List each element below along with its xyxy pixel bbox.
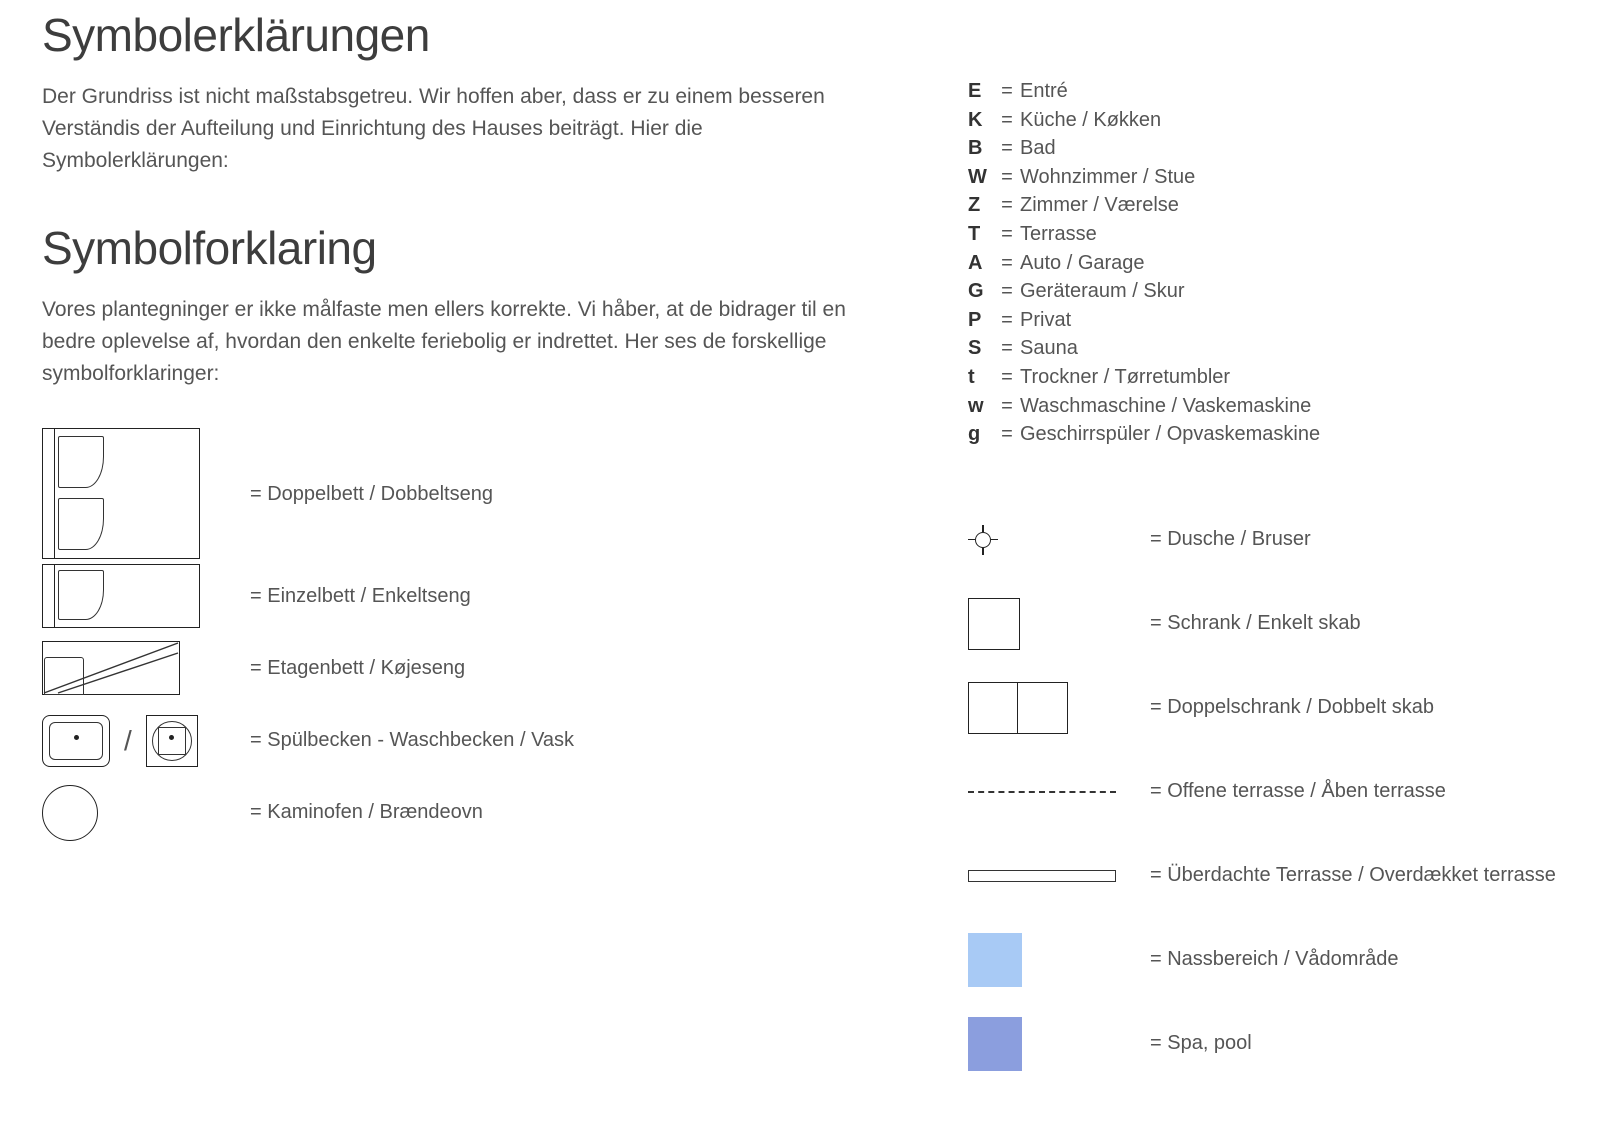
abbreviation-row xyxy=(968,252,1588,281)
legend-item-spa-pool xyxy=(968,1002,1588,1086)
abbreviation-row xyxy=(968,280,1588,309)
spa-pool-swatch-icon xyxy=(968,1017,1150,1071)
legend-item-double-bed xyxy=(42,428,922,561)
legend-label: = Einzelbett / Enkeltseng xyxy=(250,585,471,608)
legend-item-single-cabinet xyxy=(968,582,1588,666)
abbreviation-key: w xyxy=(968,394,984,417)
abbreviation-row xyxy=(968,366,1588,395)
abbreviation-equals: = xyxy=(1001,337,1013,360)
legend-label: = Offene terrasse / Åben terrasse xyxy=(1150,780,1446,803)
abbreviation-key: t xyxy=(968,365,975,388)
abbreviation-key: K xyxy=(968,108,983,131)
page-title-de: Symbolerklärungen xyxy=(42,9,430,61)
abbreviation-value: Auto / Garage xyxy=(1020,251,1145,274)
legend-item-covered-terrace xyxy=(968,834,1588,918)
abbreviation-equals: = xyxy=(1001,423,1013,446)
legend-label: = Nassbereich / Vådområde xyxy=(1150,948,1399,971)
abbreviation-equals: = xyxy=(1001,194,1013,217)
abbreviation-key: Z xyxy=(968,194,981,217)
right-column xyxy=(968,80,1588,1086)
abbreviation-row xyxy=(968,137,1588,166)
legend-label: = Kaminofen / Brændeovn xyxy=(250,801,483,824)
legend-label: = Spa, pool xyxy=(1150,1032,1252,1055)
legend-item-wet-area xyxy=(968,918,1588,1002)
abbreviation-equals: = xyxy=(1001,165,1013,188)
abbreviation-value: Geräteraum / Skur xyxy=(1020,280,1185,303)
abbreviation-equals: = xyxy=(1001,365,1013,388)
abbreviation-row xyxy=(968,337,1588,366)
intro-text-de: Der Grundriss ist nicht maßstabsgetreu. Wir hoffen aber, dass er zu einem besseren Verständis der Aufteilung und Einrichtung des Hauses beiträgt. Hier die Symbolerklärungen: xyxy=(42,85,825,172)
abbreviation-value: Trockner / Tørretumbler xyxy=(1020,365,1231,388)
legend-label: = Dusche / Bruser xyxy=(1150,528,1311,551)
abbreviation-row xyxy=(968,194,1588,223)
legend-item-single-bed xyxy=(42,561,922,633)
abbreviation-key: P xyxy=(968,308,982,331)
legend-label: = Überdachte Terrasse / Overdækket terrasse xyxy=(1150,864,1556,887)
abbreviation-equals: = xyxy=(1001,280,1013,303)
abbreviation-value: Privat xyxy=(1020,308,1072,331)
abbreviation-equals: = xyxy=(1001,308,1013,331)
abbreviation-key: W xyxy=(968,165,987,188)
abbreviation-equals: = xyxy=(1001,251,1013,274)
abbreviation-key: A xyxy=(968,251,983,274)
abbreviation-list xyxy=(968,80,1588,452)
abbreviation-key: G xyxy=(968,280,984,303)
legend-item-open-terrace xyxy=(968,750,1588,834)
legend-item-wood-stove xyxy=(42,777,922,849)
abbreviation-row xyxy=(968,109,1588,138)
abbreviation-equals: = xyxy=(1001,137,1013,160)
double-cabinet-icon xyxy=(968,682,1150,734)
abbreviation-equals: = xyxy=(1001,222,1013,245)
abbreviation-row xyxy=(968,166,1588,195)
legend-label: = Doppelbett / Dobbeltseng xyxy=(250,482,493,505)
abbreviation-key: B xyxy=(968,137,983,160)
double-bed-icon xyxy=(42,428,222,561)
shower-icon xyxy=(968,525,1150,555)
abbreviation-row xyxy=(968,223,1588,252)
abbreviation-row xyxy=(968,80,1588,109)
left-column xyxy=(42,0,922,849)
abbreviation-equals: = xyxy=(1001,80,1013,102)
abbreviation-value: Sauna xyxy=(1020,337,1078,360)
wet-area-swatch-icon xyxy=(968,933,1150,987)
legend-label: = Spülbecken - Waschbecken / Vask xyxy=(250,729,575,752)
abbreviation-row xyxy=(968,423,1588,452)
page-title-da: Symbolforklaring xyxy=(42,221,377,274)
abbreviation-value: Wohnzimmer / Stue xyxy=(1020,165,1196,188)
single-cabinet-icon xyxy=(968,598,1150,650)
abbreviation-key: g xyxy=(968,423,981,446)
abbreviation-value: Küche / Køkken xyxy=(1020,108,1162,131)
legend-item-shower xyxy=(968,498,1588,582)
open-terrace-icon xyxy=(968,791,1150,793)
abbreviation-value: Bad xyxy=(1020,137,1056,160)
abbreviation-key: T xyxy=(968,222,981,245)
abbreviation-value: Zimmer / Værelse xyxy=(1020,194,1179,217)
abbreviation-value: Terrasse xyxy=(1020,222,1097,245)
abbreviation-equals: = xyxy=(1001,108,1013,131)
intro-text-da: Vores plantegninger er ikke målfaste men ellers korrekte. Vi håber, at de bidrager til en bedre oplevelse af, hvordan den enkelte feriebolig er indrettet. Her ses de forskellige symbolforklaringer: xyxy=(42,298,846,385)
abbreviation-value: Entré xyxy=(1020,80,1068,102)
legend-item-bunk-bed xyxy=(42,633,922,705)
single-bed-icon xyxy=(42,564,222,630)
legend-label: = Schrank / Enkelt skab xyxy=(1150,612,1361,635)
bunk-bed-icon xyxy=(42,641,222,697)
sink-icon: / xyxy=(42,715,222,767)
left-symbol-list xyxy=(42,428,922,849)
legend-label: = Etagenbett / Køjeseng xyxy=(250,657,466,680)
legend-item-sink xyxy=(42,705,922,777)
abbreviation-row xyxy=(968,309,1588,338)
abbreviation-value: Waschmaschine / Vaskemaskine xyxy=(1020,394,1312,417)
abbreviation-equals: = xyxy=(1001,394,1013,417)
abbreviation-key: E xyxy=(968,80,982,102)
abbreviation-key: S xyxy=(968,337,982,360)
wood-stove-icon xyxy=(42,785,222,841)
abbreviation-value: Geschirrspüler / Opvaskemaskine xyxy=(1020,423,1321,446)
legend-label: = Doppelschrank / Dobbelt skab xyxy=(1150,696,1435,719)
legend-item-double-cabinet xyxy=(968,666,1588,750)
abbreviation-row xyxy=(968,395,1588,424)
covered-terrace-icon xyxy=(968,870,1150,882)
right-symbol-list xyxy=(968,498,1588,1086)
